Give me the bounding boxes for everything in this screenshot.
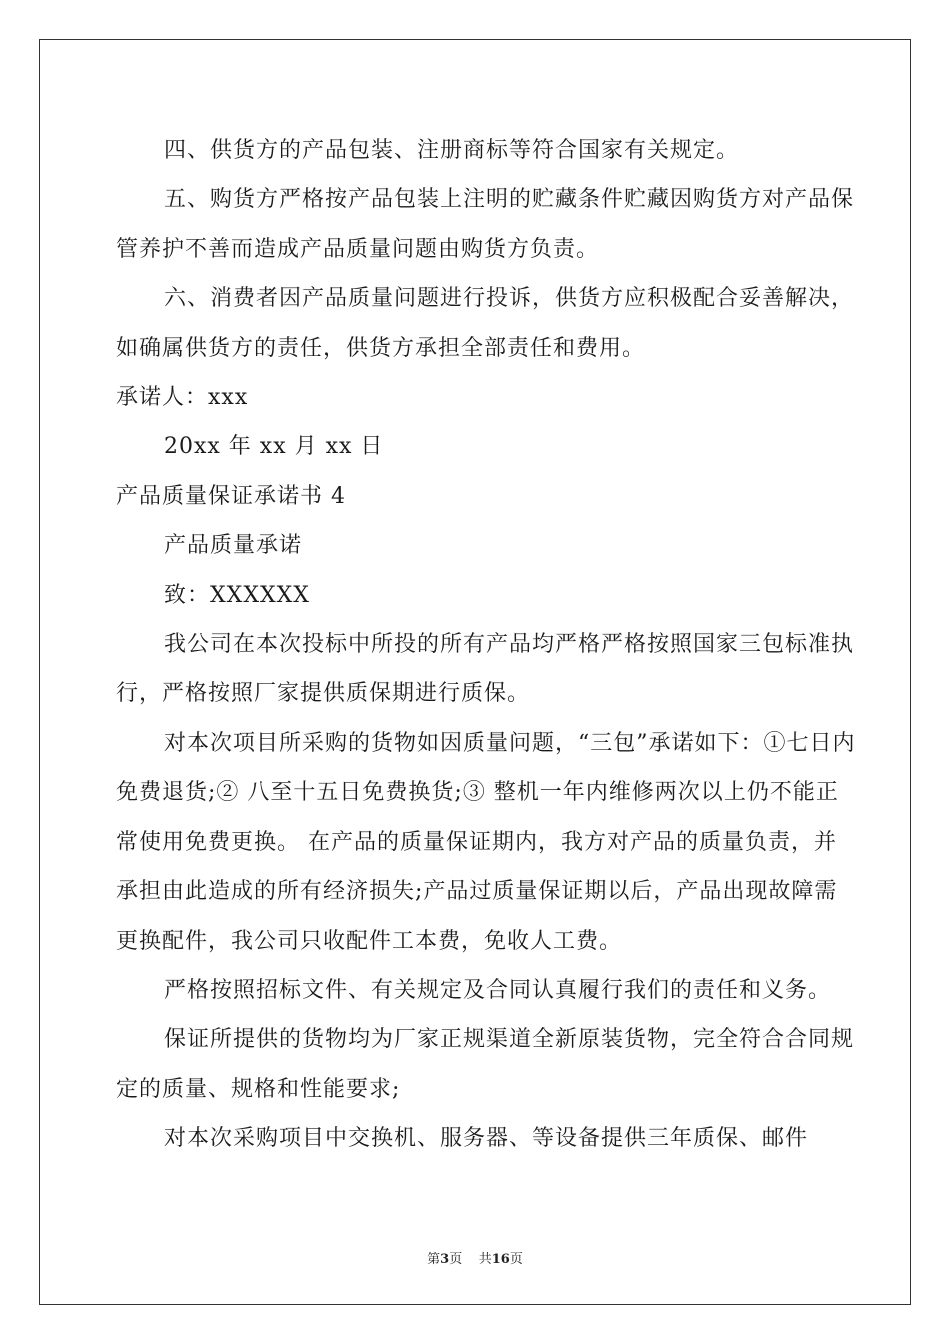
paragraph-three-guarantees: 对本次项目所采购的货物如因质量问题，“三包”承诺如下：①七日内免费退货;② 八至十五日免费换货;③ 整机一年内维修两次以上仍不能正常使用免费更换。 在产品的质量保证期内，我方对产品的质量负责，并承担由此造成的所有经济损失;产品过质量保证期以后，产品出现故障需更换配件，我公司只收配件工本费，免收人工费。 <box>116 730 856 954</box>
paragraph-packaging: 四、供货方的产品包装、注册商标等符合国家有关规定。 <box>164 138 740 163</box>
date-line: 20xx 年 xx 月 xx 日 <box>164 434 384 460</box>
page-footer <box>0 1248 950 1267</box>
paragraph-standard: 我公司在本次投标中所投的所有产品均严格严格按照国家三包标准执行，严格按照厂家提供质保期进行质保。 <box>116 632 855 707</box>
paragraph-warranty: 对本次采购项目中交换机、服务器、等设备提供三年质保、邮件 <box>164 1126 809 1152</box>
paragraph-genuine-goods: 保证所提供的货物均为厂家正规渠道全新原装货物，完全符合合同规定的质量、规格和性能要求; <box>116 1027 855 1102</box>
section-title: 产品质量保证承诺书 4 <box>116 483 346 509</box>
addressee-line: 致：XXXXXX <box>164 582 310 608</box>
paragraph-obligations: 严格按照招标文件、有关规定及合同认真履行我们的责任和义务。 <box>164 977 832 1003</box>
footer-total-pages: 16 <box>491 1252 510 1267</box>
paragraph-complaints: 六、消费者因产品质量问题进行投诉，供货方应积极配合妥善解决，如确属供货方的责任，供货方承担全部责任和费用。 <box>116 286 855 361</box>
footer-page-number: 3 <box>440 1252 450 1267</box>
promisor-line: 承诺人：xxx <box>116 385 249 411</box>
footer-total-suffix: 页 <box>509 1252 523 1267</box>
paragraph-storage: 五、购货方严格按产品包装上注明的贮藏条件贮藏因购货方对产品保管养护不善而造成产品质量问题由购货方负责。 <box>116 187 855 262</box>
footer-total-prefix: 共 <box>478 1252 492 1267</box>
footer-prefix: 第 <box>427 1252 441 1267</box>
sub-title: 产品质量承诺 <box>164 533 303 559</box>
document-body <box>116 126 856 1164</box>
footer-page-suffix: 页 <box>449 1252 463 1267</box>
